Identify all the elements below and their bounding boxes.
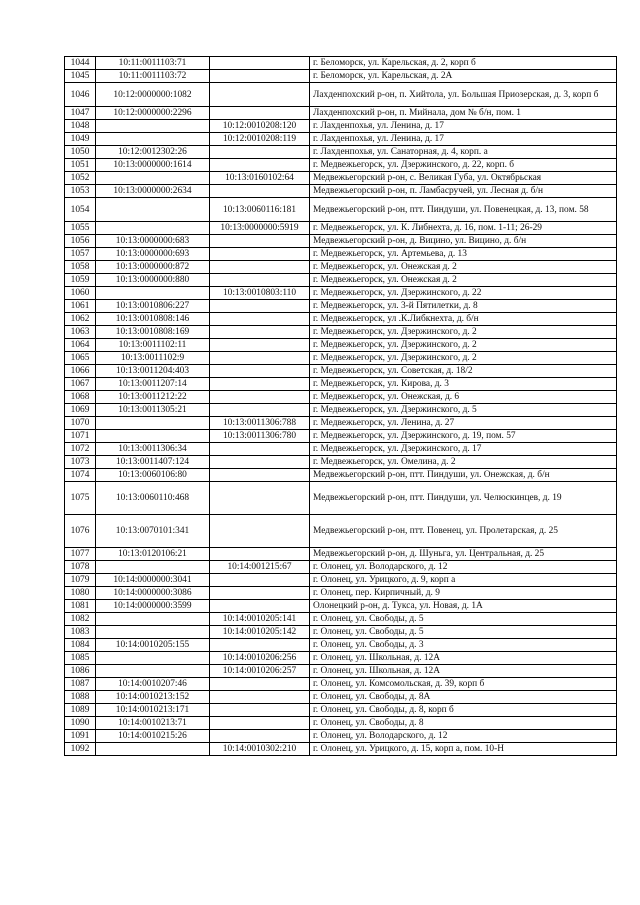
- cadastral-number-cell: [210, 365, 310, 378]
- row-number-cell: 1054: [65, 198, 96, 222]
- cadastral-number-cell: [96, 133, 210, 146]
- table-row: [65, 57, 617, 70]
- row-number-cell: 1069: [65, 404, 96, 417]
- cadastral-number-cell: 10:14:0010205:142: [210, 626, 310, 639]
- cadastral-number-cell: [210, 391, 310, 404]
- row-number-cell: 1059: [65, 274, 96, 287]
- address-cell: г. Лахденпохья, ул. Санаторная, д. 4, корп. а: [310, 146, 617, 159]
- row-number-cell: 1052: [65, 172, 96, 185]
- cadastral-number-cell: [96, 743, 210, 756]
- cadastral-number-cell: 10:13:0000000:693: [96, 248, 210, 261]
- cadastral-number-cell: [96, 172, 210, 185]
- cadastral-number-cell: [210, 600, 310, 613]
- table-row: [65, 261, 617, 274]
- cadastral-number-cell: 10:13:0000000:2634: [96, 185, 210, 198]
- row-number-cell: 1070: [65, 417, 96, 430]
- cadastral-number-cell: 10:14:0010205:155: [96, 639, 210, 652]
- cadastral-number-cell: 10:12:0010208:119: [210, 133, 310, 146]
- cadastral-number-cell: [210, 404, 310, 417]
- table-row: [65, 639, 617, 652]
- row-number-cell: 1053: [65, 185, 96, 198]
- row-number-cell: 1065: [65, 352, 96, 365]
- table-row: [65, 574, 617, 587]
- address-cell: г. Олонец, ул. Комсомольская, д. 39, корп б: [310, 678, 617, 691]
- table-row: [65, 482, 617, 515]
- row-number-cell: 1082: [65, 613, 96, 626]
- table-row: [65, 391, 617, 404]
- cadastral-number-cell: [210, 691, 310, 704]
- row-number-cell: 1078: [65, 561, 96, 574]
- row-number-cell: 1055: [65, 222, 96, 235]
- address-cell: г. Олонец, ул. Свободы, д. 8А: [310, 691, 617, 704]
- address-cell: г. Медвежьегорск, ул. Онежская д. 2: [310, 261, 617, 274]
- row-number-cell: 1048: [65, 120, 96, 133]
- address-cell: г. Олонец, ул. Свободы, д. 5: [310, 626, 617, 639]
- row-number-cell: 1045: [65, 70, 96, 83]
- table-row: [65, 548, 617, 561]
- cadastral-number-cell: 10:14:0010213:71: [96, 717, 210, 730]
- cadastral-number-cell: [210, 70, 310, 83]
- table-row: [65, 443, 617, 456]
- table-row: [65, 515, 617, 548]
- cadastral-number-cell: [210, 678, 310, 691]
- table-row: [65, 404, 617, 417]
- cadastral-number-cell: 10:13:0000000:5919: [210, 222, 310, 235]
- cadastral-number-cell: [210, 482, 310, 515]
- cadastral-number-cell: [210, 326, 310, 339]
- cadastral-number-cell: 10:13:0010806:227: [96, 300, 210, 313]
- cadastral-number-cell: [210, 587, 310, 600]
- cadastral-number-cell: 10:11:0011103:71: [96, 57, 210, 70]
- table-row: [65, 678, 617, 691]
- cadastral-number-cell: 10:13:0000000:683: [96, 235, 210, 248]
- address-cell: г. Олонец, ул. Урицкого, д. 15, корп а, пом. 10-Н: [310, 743, 617, 756]
- table-row: [65, 378, 617, 391]
- cadastral-number-cell: 10:12:0000000:2296: [96, 107, 210, 120]
- cadastral-number-cell: [210, 248, 310, 261]
- table-row: [65, 287, 617, 300]
- cadastral-number-cell: 10:13:0011407:124: [96, 456, 210, 469]
- address-cell: г. Медвежьегорск, ул. Онежская д. 2: [310, 274, 617, 287]
- address-cell: г. Олонец, ул. Володарского, д. 12: [310, 730, 617, 743]
- address-cell: г. Медвежьегорск, ул. Онежская, д. 6: [310, 391, 617, 404]
- cadastral-number-cell: 10:13:0060106:80: [96, 469, 210, 482]
- address-cell: г. Беломорск, ул. Карельская, д. 2, корп б: [310, 57, 617, 70]
- cadastral-number-cell: 10:13:0160102:64: [210, 172, 310, 185]
- cadastral-number-cell: 10:14:0010302:210: [210, 743, 310, 756]
- row-number-cell: 1063: [65, 326, 96, 339]
- cadastral-number-cell: [210, 83, 310, 107]
- address-cell: г. Медвежьегорск, ул. Дзержинского, д. 22, корп. б: [310, 159, 617, 172]
- address-cell: г. Олонец, ул. Свободы, д. 8, корп б: [310, 704, 617, 717]
- address-cell: г. Беломорск, ул. Карельская, д. 2А: [310, 70, 617, 83]
- address-cell: г. Олонец, ул. Школьная, д. 12А: [310, 652, 617, 665]
- table-row: [65, 430, 617, 443]
- row-number-cell: 1088: [65, 691, 96, 704]
- cadastral-number-cell: [96, 198, 210, 222]
- row-number-cell: 1086: [65, 665, 96, 678]
- cadastral-number-cell: [210, 352, 310, 365]
- cadastral-number-cell: [210, 274, 310, 287]
- address-cell: г. Медвежьегорск, ул. 3-й Пятилетки, д. 8: [310, 300, 617, 313]
- cadastral-number-cell: [210, 339, 310, 352]
- address-cell: г. Медвежьегорск, ул .К.Либкнехта, д. б/н: [310, 313, 617, 326]
- address-cell: Медвежьегорский р-он, п. Ламбасручей, ул. Лесная д. б/н: [310, 185, 617, 198]
- address-cell: г. Медвежьегорск, ул. Омелина, д. 2: [310, 456, 617, 469]
- cadastral-number-cell: [210, 730, 310, 743]
- address-cell: г. Медвежьегорск, ул. Дзержинского, д. 22: [310, 287, 617, 300]
- table-row: [65, 352, 617, 365]
- cadastral-number-cell: [96, 120, 210, 133]
- cadastral-number-cell: 10:14:0010213:152: [96, 691, 210, 704]
- address-cell: г. Медвежьегорск, ул. К. Либнехта, д. 16, пом. 1-11; 26-29: [310, 222, 617, 235]
- cadastral-number-cell: [210, 378, 310, 391]
- address-cell: Медвежьегорский р-он, птт. Пиндуши, ул. Челюскинцев, д. 19: [310, 482, 617, 515]
- row-number-cell: 1051: [65, 159, 96, 172]
- cadastral-number-cell: 10:12:0010208:120: [210, 120, 310, 133]
- cadastral-number-cell: 10:12:0012302:26: [96, 146, 210, 159]
- row-number-cell: 1071: [65, 430, 96, 443]
- row-number-cell: 1062: [65, 313, 96, 326]
- table-row: [65, 626, 617, 639]
- table-row: [65, 248, 617, 261]
- cadastral-number-cell: [96, 665, 210, 678]
- cadastral-number-cell: 10:13:0010803:110: [210, 287, 310, 300]
- address-cell: г. Олонец, ул. Урицкого, д. 9, корп а: [310, 574, 617, 587]
- table-row: [65, 159, 617, 172]
- row-number-cell: 1089: [65, 704, 96, 717]
- cadastral-number-cell: 10:13:0011306:780: [210, 430, 310, 443]
- row-number-cell: 1076: [65, 515, 96, 548]
- table-row: [65, 133, 617, 146]
- cadastral-number-cell: [210, 548, 310, 561]
- cadastral-number-cell: 10:13:0000000:872: [96, 261, 210, 274]
- row-number-cell: 1068: [65, 391, 96, 404]
- address-cell: г. Лахденпохья, ул. Ленина, д. 17: [310, 120, 617, 133]
- address-cell: Медвежьегорский р-он, птт. Повенец, ул. Пролетарская, д. 25: [310, 515, 617, 548]
- cadastral-number-cell: [210, 574, 310, 587]
- row-number-cell: 1087: [65, 678, 96, 691]
- cadastral-number-cell: [210, 107, 310, 120]
- address-cell: г. Олонец, ул. Володарского, д. 12: [310, 561, 617, 574]
- table-row: [65, 652, 617, 665]
- cadastral-number-cell: 10:13:0010808:146: [96, 313, 210, 326]
- row-number-cell: 1085: [65, 652, 96, 665]
- table-row: [65, 587, 617, 600]
- cadastral-number-cell: 10:13:0011207:14: [96, 378, 210, 391]
- address-cell: г. Олонец, ул. Свободы, д. 5: [310, 613, 617, 626]
- property-registry-table: [64, 56, 617, 756]
- table-row: [65, 326, 617, 339]
- table-row: [65, 146, 617, 159]
- cadastral-number-cell: [96, 287, 210, 300]
- cadastral-number-cell: [210, 313, 310, 326]
- row-number-cell: 1049: [65, 133, 96, 146]
- row-number-cell: 1075: [65, 482, 96, 515]
- table-row: [65, 107, 617, 120]
- row-number-cell: 1067: [65, 378, 96, 391]
- table-row: [65, 172, 617, 185]
- row-number-cell: 1057: [65, 248, 96, 261]
- table-row: [65, 717, 617, 730]
- address-cell: Медвежьегорский р-он, с. Великая Губа, ул. Октябрьская: [310, 172, 617, 185]
- cadastral-number-cell: 10:14:0010215:26: [96, 730, 210, 743]
- address-cell: г. Олонец, пер. Кирпичный, д. 9: [310, 587, 617, 600]
- table-row: [65, 613, 617, 626]
- row-number-cell: 1056: [65, 235, 96, 248]
- cadastral-number-cell: 10:14:0010213:171: [96, 704, 210, 717]
- cadastral-number-cell: [210, 146, 310, 159]
- table-row: [65, 730, 617, 743]
- table-row: [65, 469, 617, 482]
- cadastral-number-cell: 10:13:0011306:788: [210, 417, 310, 430]
- cadastral-number-cell: 10:13:0011204:403: [96, 365, 210, 378]
- cadastral-number-cell: [210, 57, 310, 70]
- table-row: [65, 691, 617, 704]
- cadastral-number-cell: 10:13:0011306:34: [96, 443, 210, 456]
- table-row: [65, 704, 617, 717]
- address-cell: г. Олонец, ул. Свободы, д. 8: [310, 717, 617, 730]
- address-cell: Медвежьегорский р-он, д. Вицино, ул. Вицино, д. б/н: [310, 235, 617, 248]
- table-row: [65, 70, 617, 83]
- address-cell: г. Медвежьегорск, ул. Дзержинского, д. 5: [310, 404, 617, 417]
- table-row: [65, 222, 617, 235]
- cadastral-number-cell: [210, 159, 310, 172]
- address-cell: г. Медвежьегорск, ул. Дзержинского, д. 2: [310, 339, 617, 352]
- table-row: [65, 83, 617, 107]
- row-number-cell: 1061: [65, 300, 96, 313]
- cadastral-number-cell: [96, 430, 210, 443]
- row-number-cell: 1064: [65, 339, 96, 352]
- cadastral-number-cell: [210, 469, 310, 482]
- address-cell: Лахденпохский р-он, п. Хийтола, ул. Большая Приозерская, д. 3, корп б: [310, 83, 617, 107]
- cadastral-number-cell: [96, 417, 210, 430]
- row-number-cell: 1047: [65, 107, 96, 120]
- cadastral-number-cell: [210, 456, 310, 469]
- row-number-cell: 1092: [65, 743, 96, 756]
- cadastral-number-cell: [210, 185, 310, 198]
- cadastral-number-cell: [210, 704, 310, 717]
- address-cell: г. Олонец, ул. Свободы, д. 3: [310, 639, 617, 652]
- table-row: [65, 185, 617, 198]
- row-number-cell: 1066: [65, 365, 96, 378]
- cadastral-number-cell: 10:14:0000000:3599: [96, 600, 210, 613]
- row-number-cell: 1084: [65, 639, 96, 652]
- table-row: [65, 198, 617, 222]
- table-row: [65, 235, 617, 248]
- cadastral-number-cell: [210, 261, 310, 274]
- cadastral-number-cell: 10:13:0011212:22: [96, 391, 210, 404]
- address-cell: г. Медвежьегорск, ул. Кирова, д. 3: [310, 378, 617, 391]
- cadastral-number-cell: 10:14:0010205:141: [210, 613, 310, 626]
- cadastral-number-cell: 10:14:0010206:256: [210, 652, 310, 665]
- table-row: [65, 339, 617, 352]
- row-number-cell: 1091: [65, 730, 96, 743]
- cadastral-number-cell: 10:13:0000000:1614: [96, 159, 210, 172]
- row-number-cell: 1046: [65, 83, 96, 107]
- cadastral-number-cell: 10:13:0010808:169: [96, 326, 210, 339]
- cadastral-number-cell: 10:14:001215:67: [210, 561, 310, 574]
- row-number-cell: 1080: [65, 587, 96, 600]
- address-cell: г. Медвежьегорск, ул. Дзержинского, д. 2: [310, 352, 617, 365]
- row-number-cell: 1060: [65, 287, 96, 300]
- address-cell: Олонецкий р-он, д. Тукса, ул. Новая, д. 1А: [310, 600, 617, 613]
- table-row: [65, 561, 617, 574]
- row-number-cell: 1081: [65, 600, 96, 613]
- cadastral-number-cell: 10:13:0060110:468: [96, 482, 210, 515]
- cadastral-number-cell: [96, 652, 210, 665]
- cadastral-number-cell: 10:12:0000000:1082: [96, 83, 210, 107]
- cadastral-number-cell: [210, 639, 310, 652]
- row-number-cell: 1044: [65, 57, 96, 70]
- table-body: [65, 57, 617, 756]
- cadastral-number-cell: [210, 235, 310, 248]
- address-cell: Медвежьегорский р-он, д. Шуньга, ул. Центральная, д. 25: [310, 548, 617, 561]
- cadastral-number-cell: 10:14:0000000:3086: [96, 587, 210, 600]
- address-cell: Лахденпохский р-он, п. Мийнала, дом № б/н, пом. 1: [310, 107, 617, 120]
- row-number-cell: 1077: [65, 548, 96, 561]
- cadastral-number-cell: [210, 300, 310, 313]
- cadastral-number-cell: [96, 613, 210, 626]
- cadastral-number-cell: 10:13:0000000:880: [96, 274, 210, 287]
- row-number-cell: 1074: [65, 469, 96, 482]
- address-cell: г. Олонец, ул. Школьная, д. 12А: [310, 665, 617, 678]
- address-cell: Медвежьегорский р-он, птт. Пиндуши, ул. Онежская, д. б/н: [310, 469, 617, 482]
- cadastral-number-cell: 10:13:0120106:21: [96, 548, 210, 561]
- table-row: [65, 600, 617, 613]
- cadastral-number-cell: 10:11:0011103:72: [96, 70, 210, 83]
- cadastral-number-cell: [96, 561, 210, 574]
- cadastral-number-cell: [96, 626, 210, 639]
- cadastral-number-cell: 10:13:0011102:11: [96, 339, 210, 352]
- address-cell: г. Медвежьегорск, ул. Дзержинского, д. 2: [310, 326, 617, 339]
- address-cell: г. Медвежьегорск, ул. Дзержинского, д. 17: [310, 443, 617, 456]
- cadastral-number-cell: 10:14:0010207:46: [96, 678, 210, 691]
- cadastral-number-cell: 10:14:0010206:257: [210, 665, 310, 678]
- cadastral-number-cell: [96, 222, 210, 235]
- address-cell: г. Медвежьегорск, ул. Ленина, д. 27: [310, 417, 617, 430]
- cadastral-number-cell: 10:13:0060116:181: [210, 198, 310, 222]
- row-number-cell: 1083: [65, 626, 96, 639]
- table-row: [65, 120, 617, 133]
- address-cell: г. Медвежьегорск, ул. Советская, д. 18/2: [310, 365, 617, 378]
- address-cell: г. Медвежьегорск, ул. Артемьева, д. 13: [310, 248, 617, 261]
- table-row: [65, 300, 617, 313]
- table-row: [65, 274, 617, 287]
- row-number-cell: 1058: [65, 261, 96, 274]
- cadastral-number-cell: 10:13:0070101:341: [96, 515, 210, 548]
- cadastral-number-cell: [210, 717, 310, 730]
- address-cell: Медвежьегорский р-он, птт. Пиндуши, ул. Повенецкая, д. 13, пом. 58: [310, 198, 617, 222]
- row-number-cell: 1073: [65, 456, 96, 469]
- cadastral-number-cell: 10:13:0011305:21: [96, 404, 210, 417]
- table-row: [65, 417, 617, 430]
- row-number-cell: 1072: [65, 443, 96, 456]
- row-number-cell: 1050: [65, 146, 96, 159]
- cadastral-number-cell: [210, 515, 310, 548]
- address-cell: г. Медвежьегорск, ул. Дзержинского, д. 19, пом. 57: [310, 430, 617, 443]
- table-row: [65, 456, 617, 469]
- row-number-cell: 1090: [65, 717, 96, 730]
- table-row: [65, 313, 617, 326]
- cadastral-number-cell: 10:14:0000000:3041: [96, 574, 210, 587]
- cadastral-number-cell: 10:13:0011102:9: [96, 352, 210, 365]
- table-row: [65, 665, 617, 678]
- cadastral-number-cell: [210, 443, 310, 456]
- table-row: [65, 743, 617, 756]
- address-cell: г. Лахденпохья, ул. Ленина, д. 17: [310, 133, 617, 146]
- table-row: [65, 365, 617, 378]
- row-number-cell: 1079: [65, 574, 96, 587]
